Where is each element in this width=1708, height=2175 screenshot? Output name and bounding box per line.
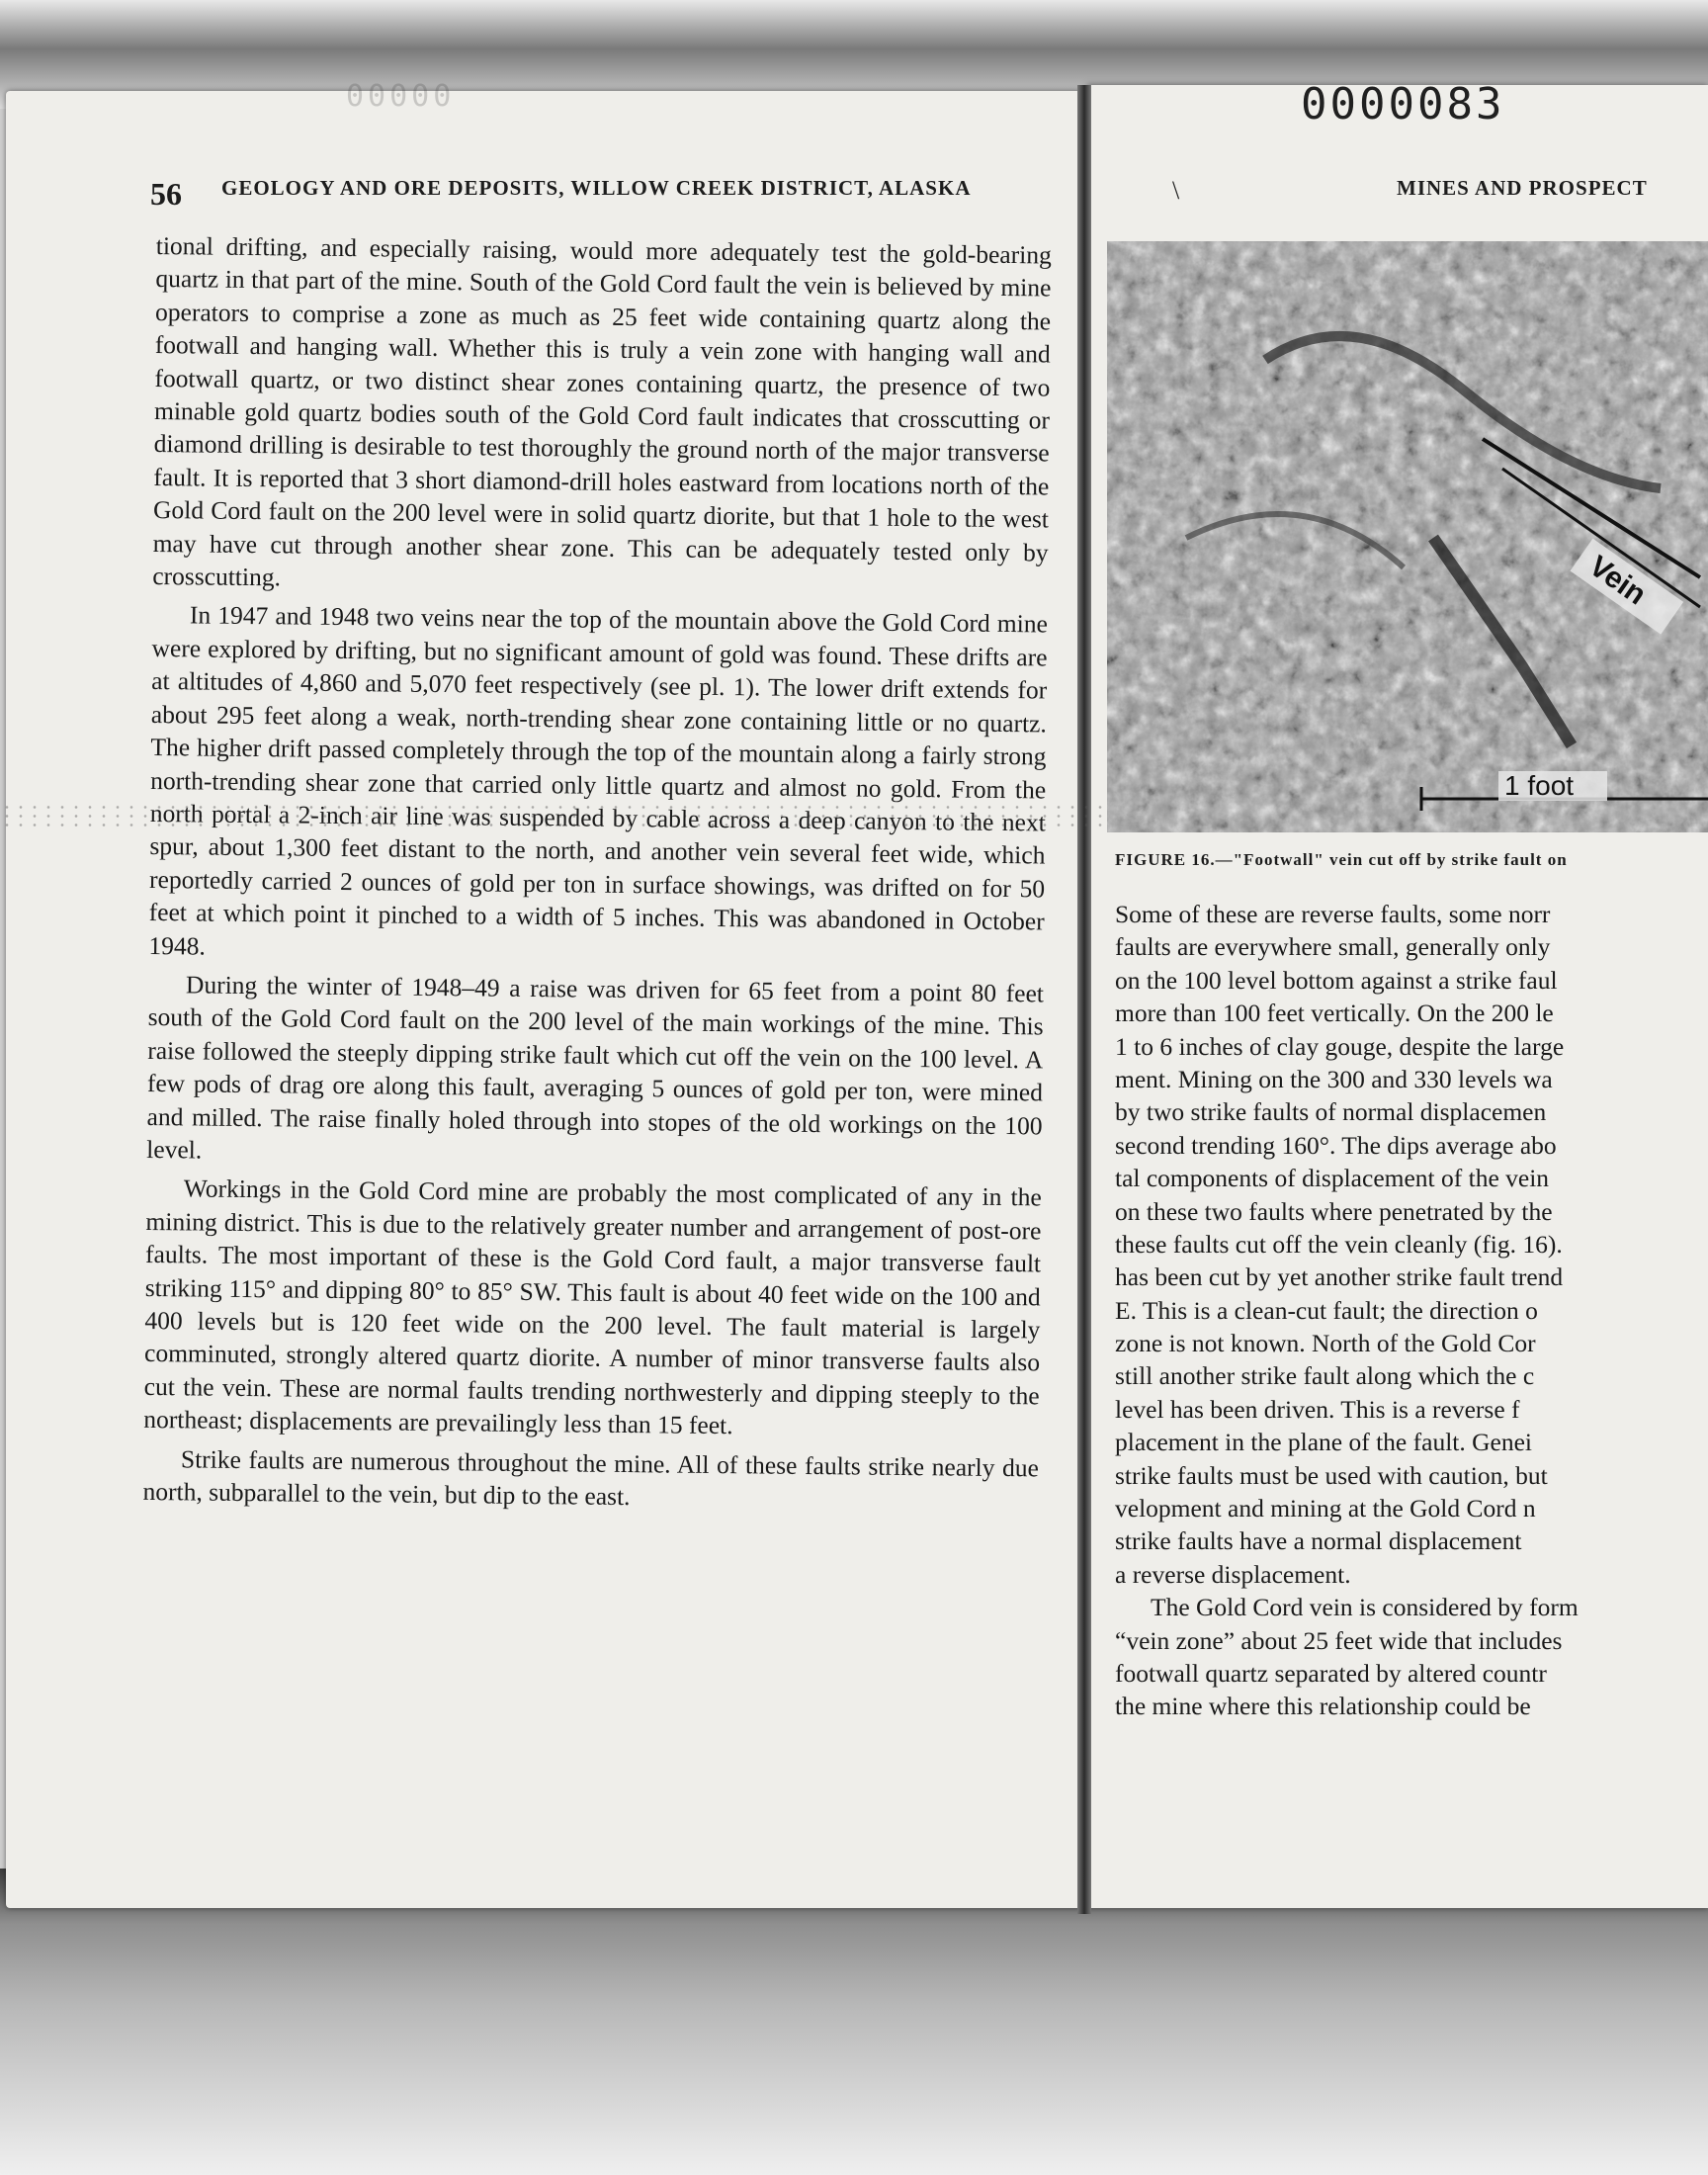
- text-line: the mine where this relationship could be: [1115, 1692, 1531, 1721]
- paragraph-2: In 1947 and 1948 two veins near the top of the mountain above the Gold Cord mine were explored by drifting, but no significant amount of gold was found. These drifts are at altitudes of 4,860 and 5,070 feet respectively (see pl. 1). The lower drift extends for about 295 feet along a weak, north-trending shear zone containing little or no quartz. The higher drift passed completely through the top of the mountain along a fairly strong north-trending shear zone that carried only little quartz and almost no gold. From the north portal a 2-inch air line was suspended by cable across a deep canyon to the next spur, about 1,300 feet distant to the north, and another vein several feet wide, which reportedly carried 2 ounces of gold per ton in surface showings, was drifted on for 50 feet at which point it pinched to a width of 5 inches. This was abandoned in October 1948.: [148, 600, 1049, 961]
- figure-label-vein: Vein: [1582, 549, 1653, 612]
- text-line: on these two faults where penetrated by the: [1115, 1196, 1553, 1226]
- page-number: 56: [150, 176, 182, 212]
- text-line: a reverse displacement.: [1115, 1559, 1351, 1589]
- text-line: ment. Mining on the 300 and 330 levels wa: [1115, 1064, 1553, 1093]
- faded-stamp: 00000: [346, 79, 456, 114]
- text-line: faults are everywhere small, generally only: [1115, 932, 1551, 962]
- text-line: on the 100 level bottom against a strike faul: [1115, 965, 1558, 995]
- document-stamp-number: 0000083: [1301, 79, 1505, 130]
- text-line: by two strike faults of normal displacemen: [1115, 1097, 1547, 1127]
- figure-caption: FIGURE 16.—"Footwall" vein cut off by strike fault on: [1115, 850, 1568, 869]
- paragraph-5: Strike faults are numerous throughout the mine. All of these faults strike nearly due north, subparallel to the vein, but dip to the east.: [142, 1443, 1040, 1512]
- right-running-head: MINES AND PROSPECT: [1397, 176, 1648, 200]
- pencil-tick: \: [1172, 176, 1180, 205]
- text-line: these faults cut off the vein cleanly (fig. 16).: [1115, 1229, 1563, 1259]
- text-line: second trending 160°. The dips average abo: [1115, 1130, 1557, 1160]
- text-line: zone is not known. North of the Gold Cor: [1115, 1329, 1536, 1358]
- text-line: footwall quartz separated by altered countr: [1115, 1658, 1547, 1688]
- text-line: E. This is a clean-cut fault; the direction o: [1115, 1295, 1538, 1325]
- figure-16-photo: [1107, 241, 1708, 832]
- text-line: has been cut by yet another strike fault trend: [1115, 1262, 1564, 1292]
- text-line: “vein zone” about 25 feet wide that includes: [1115, 1625, 1563, 1655]
- scan-bottom-shadow: [0, 1869, 1708, 2175]
- paragraph-3: During the winter of 1948–49 a raise was driven for 65 feet from a point 80 feet south of the Gold Cord fault on the 200 level of the main workings of the mine. This raise followed the steeply dipping strike fault which cut off the vein on the 100 level. A few pods of drag ore along this fault, averaging 5 ounces of gold per ton, were mined and milled. The raise finally holed through into stopes of the old workings on the 100 level.: [146, 970, 1045, 1165]
- text-line: strike faults have a normal displacement: [1115, 1526, 1522, 1556]
- left-body-text: [142, 229, 1052, 1523]
- text-line: more than 100 feet vertically. On the 200 le: [1115, 999, 1554, 1028]
- text-line: still another strike fault along which the c: [1115, 1361, 1535, 1391]
- text-line: placement in the plane of the fault. Genei: [1115, 1428, 1532, 1457]
- right-body-text: [1115, 898, 1708, 1723]
- text-line: strike faults must be used with caution, but: [1115, 1460, 1548, 1490]
- paragraph-4: Workings in the Gold Cord mine are probably the most complicated of any in the mining district. This is due to the relatively greater number and arrangement of post-ore faults. The most important of these is the Gold Cord fault, a major transverse fault striking 115° and dipping 80° to 85° SW. This fault is about 40 feet wide on the 100 and 400 levels but is 120 feet wide on the 200 level. The fault material is largely comminuted, strongly altered quartz diorite. A number of minor transverse faults also cut the vein. These are normal faults trending northwesterly and dipping steeply to the northeast; displacements are prevailingly less than 15 feet.: [143, 1174, 1042, 1440]
- text-line: tal components of displacement of the vein: [1115, 1164, 1550, 1193]
- text-line: 1 to 6 inches of clay gouge, despite the large: [1115, 1031, 1565, 1061]
- text-line: velopment and mining at the Gold Cord n: [1115, 1494, 1536, 1523]
- left-running-head: GEOLOGY AND ORE DEPOSITS, WILLOW CREEK DISTRICT, ALASKA: [221, 176, 972, 200]
- figure-scale-label: 1 foot: [1504, 770, 1575, 801]
- text-line: Some of these are reverse faults, some norr: [1115, 900, 1551, 928]
- text-line: The Gold Cord vein is considered by form: [1151, 1593, 1579, 1622]
- text-line: level has been driven. This is a reverse f: [1115, 1394, 1520, 1424]
- paragraph-1: tional drifting, and especially raising, would more adequately test the gold-bearing quartz in that part of the mine. South of the Gold Cord fault the vein is believed by mine operators to comprise a zone as much as 25 feet wide containing quartz along the footwall and hanging wall. Whether this is truly a vein zone with hanging wall and footwall quartz, or two distinct shear zones containing quartz, the presence of two minable gold quartz bodies south of the Gold Cord fault indicates that crosscutting or diamond drilling is desirable to test thoroughly the ground north of the major transverse fault. It is reported that 3 short diamond-drill holes eastward from locations north of the Gold Cord fault on the 200 level were in solid quartz diorite, but that 1 hole to the west may have cut through another shear zone. This can be adequately tested only by crosscutting.: [152, 230, 1052, 592]
- book-gutter: [1077, 85, 1091, 1914]
